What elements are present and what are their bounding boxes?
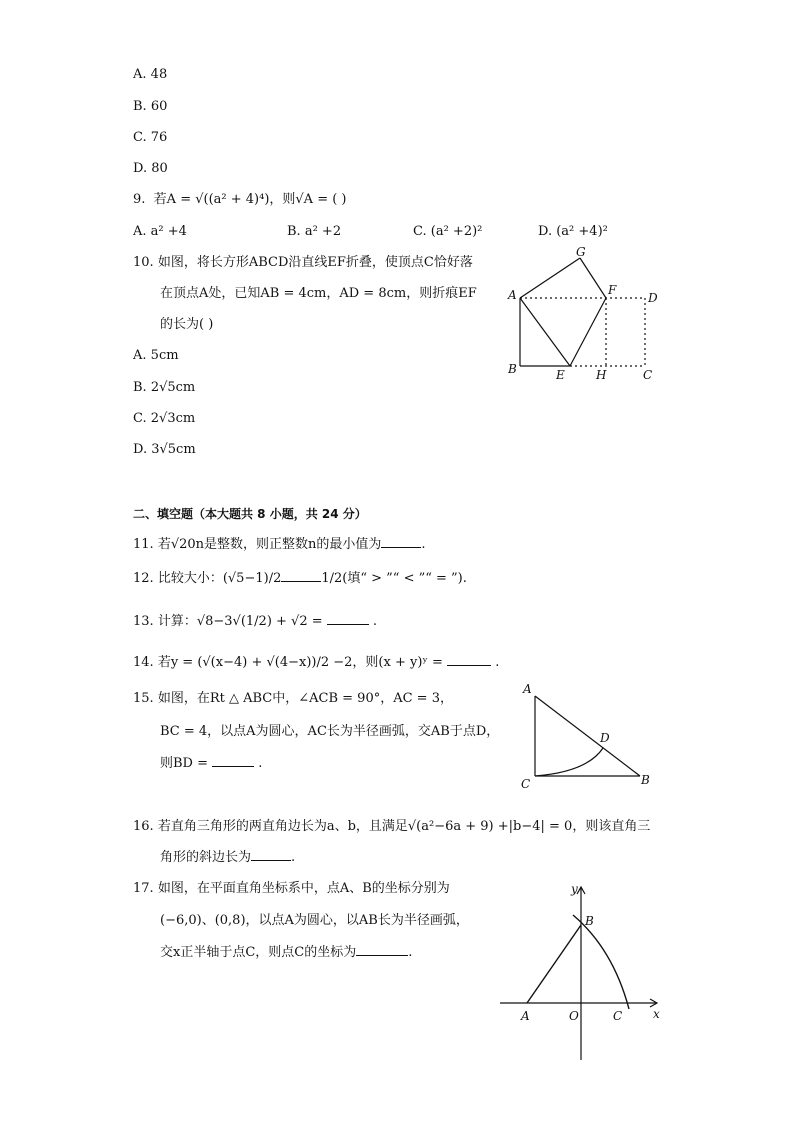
label-d: D <box>648 291 658 305</box>
q17-figure <box>495 875 670 1065</box>
q8-option-b: B. 60 <box>133 99 168 114</box>
q15-figure <box>515 680 660 795</box>
q15-line2: BC = 4，以点A为圆心，AC长为半径画弧，交AB于点D， <box>160 724 500 739</box>
q17-line3: 交x正半轴于点C，则点C的坐标为 . <box>160 945 413 960</box>
label-o: O <box>569 1009 579 1023</box>
label-e: E <box>556 368 565 382</box>
label-b: B <box>508 362 517 376</box>
label-f: F <box>608 283 617 297</box>
q10-stem-line2: 在顶点A处，已知AB = 4cm，AD = 8cm，则折痕EF <box>160 286 477 301</box>
label-y: y <box>571 882 578 896</box>
q14-blank[interactable] <box>447 654 491 666</box>
q17-blank[interactable] <box>356 944 408 956</box>
label-b: B <box>641 773 650 787</box>
q10-option-c: C. 2√3cm <box>133 411 196 426</box>
label-a: A <box>508 288 517 302</box>
q10-stem-line3: 的长为( ) <box>160 317 214 332</box>
q10-figure <box>500 240 670 385</box>
label-a: A <box>521 1009 530 1023</box>
q9-option-d: D. (a² +4)² <box>538 224 608 239</box>
q8-option-c: C. 76 <box>133 130 168 145</box>
label-b: B <box>585 914 594 928</box>
q15-line3: 则BD = . <box>160 756 263 771</box>
q8-option-d: D. 80 <box>133 161 168 176</box>
q13: 13. 计算：√8−3√(1/2) + √2 = . <box>133 614 378 629</box>
q9-option-a: A. a² +4 <box>133 224 187 239</box>
q11-blank[interactable] <box>381 536 421 548</box>
q9-stem: 9. 若A = √((a² + 4)⁴)，则√A = ( ) <box>133 192 347 207</box>
q16-blank[interactable] <box>251 849 291 861</box>
q17-line2: (−6,0)、(0,8)，以点A为圆心，以AB长为半径画弧， <box>160 913 469 928</box>
q10-stem-line1: 10. 如图，将长方形ABCD沿直线EF折叠，使顶点C恰好落 <box>133 255 473 270</box>
q10-option-b: B. 2√5cm <box>133 380 196 395</box>
label-g: G <box>576 245 586 259</box>
q14: 14. 若y = (√(x−4) + √(4−x))/2 −2，则(x + y)ʸ = . <box>133 655 500 670</box>
q16-line1: 16. 若直角三角形的两直角边长为a、b，且满足√(a²−6a + 9) +|b−4| = 0，则该直角三 <box>133 819 651 834</box>
label-h: H <box>596 368 607 382</box>
q12: 12. 比较大小：(√5−1)/2 1/2(填“ > ”“ < ”“ = ”). <box>133 571 467 586</box>
q8-option-a: A. 48 <box>133 67 168 82</box>
label-x: x <box>653 1007 660 1021</box>
q17-line1: 17. 如图，在平面直角坐标系中，点A、B的坐标分别为 <box>133 881 450 896</box>
q15-blank[interactable] <box>212 755 254 767</box>
label-a: A <box>523 682 532 696</box>
q13-blank[interactable] <box>327 613 369 625</box>
label-d: D <box>600 731 610 745</box>
q9-option-c: C. (a² +2)² <box>413 224 483 239</box>
q15-line1: 15. 如图，在Rt △ ABC中，∠ACB = 90°，AC = 3， <box>133 691 453 706</box>
q10-option-d: D. 3√5cm <box>133 442 196 457</box>
q9-option-b: B. a² +2 <box>287 224 342 239</box>
q12-blank[interactable] <box>281 570 321 582</box>
section-title: 二、填空题（本大题共 8 小题，共 24 分） <box>133 507 367 521</box>
q16-line2: 角形的斜边长为 . <box>160 850 296 865</box>
label-c: C <box>643 368 653 382</box>
q10-option-a: A. 5cm <box>133 348 179 363</box>
q11: 11. 若√20n是整数，则正整数n的最小值为 . <box>133 537 426 552</box>
label-c: C <box>613 1009 623 1023</box>
label-c: C <box>521 777 531 791</box>
